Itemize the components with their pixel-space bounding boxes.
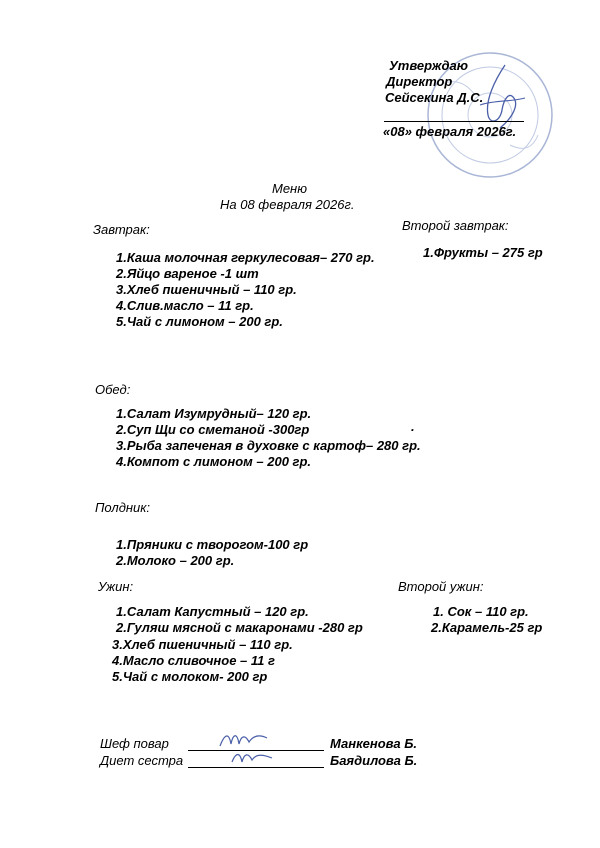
approval-approve: Утверждаю: [389, 58, 468, 73]
snack-item: 1.Пряники с творогом-100 гр: [116, 537, 309, 552]
chef-name: Манкенова Б.: [330, 736, 418, 751]
lunch-item: 3.Рыба запеченая в духовке с картоф– 280 гр.: [116, 438, 421, 453]
dinner-item: 2.Гуляш мясной с макаронами -280 гр: [116, 620, 363, 635]
menu-date: На 08 февраля 2026г.: [220, 197, 355, 212]
approval-signature-line: [384, 121, 524, 122]
second-dinner-item: 2.Карамель-25 гр: [431, 620, 543, 635]
snack-item: 2.Молоко – 200 гр.: [116, 553, 235, 568]
breakfast-item: 3.Хлеб пшеничный – 110 гр.: [116, 282, 297, 297]
dinner-item: 3.Хлеб пшеничный – 110 гр.: [112, 637, 293, 652]
second-dinner-item: 1. Сок – 110 гр.: [433, 604, 529, 619]
dinner-item: 5.Чай с молоком- 200 гр: [112, 669, 268, 684]
menu-title: Меню: [272, 181, 307, 196]
chef-role: Шеф повар: [100, 736, 169, 751]
dinner-label: Ужин:: [98, 579, 134, 594]
approval-date: «08» февраля 2026г.: [383, 124, 517, 139]
dinner-item: 1.Салат Капустный – 120 гр.: [116, 604, 309, 619]
dinner-item: 4.Масло сливочное – 11 г: [112, 653, 275, 668]
breakfast-item: 5.Чай с лимоном – 200 гр.: [116, 314, 283, 329]
breakfast-item: 1.Каша молочная геркулесовая– 270 гр.: [116, 250, 375, 265]
nurse-name: Баядилова Б.: [330, 753, 418, 768]
second-breakfast-label: Второй завтрак:: [402, 218, 509, 233]
approval-name: Сейсекина Д.С.: [385, 90, 484, 105]
breakfast-item: 4.Слив.масло – 11 гр.: [116, 298, 254, 313]
lunch-item: 1.Салат Изумрудный– 120 гр.: [116, 406, 312, 421]
approval-position: Директор: [386, 74, 453, 89]
lunch-item: 2.Суп Щи со сметаной -300гр: [116, 422, 310, 437]
breakfast-item: 2.Яйцо вареное -1 шт: [116, 266, 259, 281]
breakfast-label: Завтрак:: [93, 222, 150, 237]
lunch-item: 4.Компот с лимоном – 200 гр.: [116, 454, 312, 469]
lunch-dot: .: [411, 419, 415, 434]
lunch-label: Обед:: [95, 382, 131, 397]
nurse-role: Диет сестра: [100, 753, 184, 768]
second-breakfast-item: 1.Фрукты – 275 гр: [423, 245, 543, 260]
nurse-signature: [228, 748, 278, 768]
snack-label: Полдник:: [95, 500, 151, 515]
second-dinner-label: Второй ужин:: [398, 579, 484, 594]
